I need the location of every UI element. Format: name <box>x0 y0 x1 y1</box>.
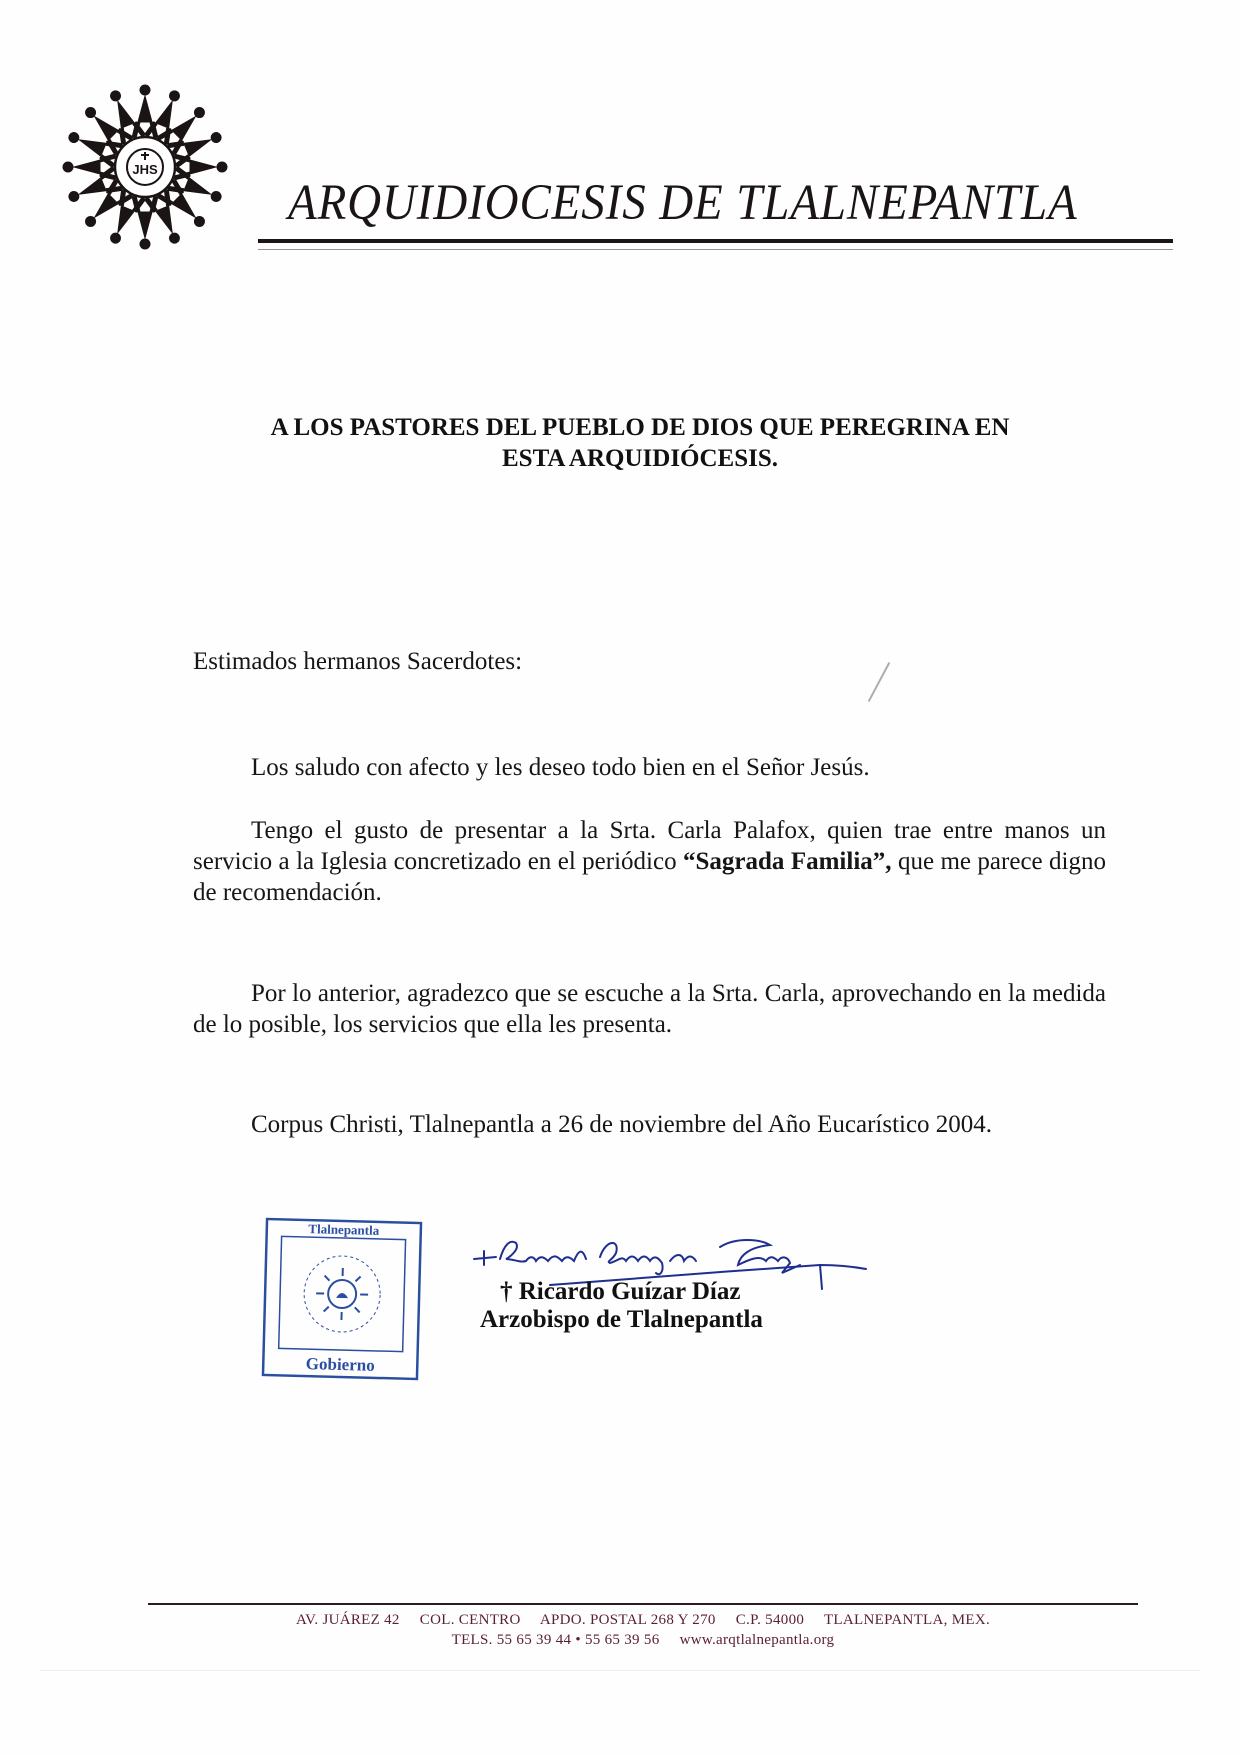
paragraph-introduction-text: Tengo el gusto de presentar a la Srta. Carla Palafox, quien trae entre manos un servicio a la Iglesia concretizado en el periódico <box>193 817 1106 875</box>
footer-contact-line <box>148 1632 1138 1649</box>
footer-address-line <box>148 1612 1138 1629</box>
salutation: Estimados hermanos Sacerdotes: <box>193 648 523 675</box>
paragraph-introduction <box>193 815 1106 908</box>
addressee-line-2: ESTA ARQUIDIÓCESIS. <box>501 445 779 472</box>
footer-street: AV. JUÁREZ 42 <box>295 1612 400 1628</box>
svg-text:Gobierno: Gobierno <box>305 1354 375 1375</box>
archdiocese-title: ARQUIDIOCESIS DE TLALNEPANTLA <box>288 175 1078 231</box>
footer-po-box: APDO. POSTAL 268 Y 270 <box>539 1612 716 1628</box>
header-rule-thick <box>258 239 1173 243</box>
svg-text:Tlalnepantla: Tlalnepantla <box>308 1221 380 1238</box>
paragraph-greeting: Los saludo con afecto y les deseo todo bien en el Señor Jesús. <box>251 754 870 781</box>
archdiocese-logo-icon <box>60 82 230 252</box>
signatory-role: Arzobispo de Tlalnepantla <box>480 1306 763 1333</box>
footer-colonia: COL. CENTRO <box>419 1612 521 1628</box>
svg-text:JHS: JHS <box>132 162 158 177</box>
signatory-name: † Ricardo Guízar Díaz <box>500 1278 741 1305</box>
footer-postal-code: C.P. 54000 <box>735 1612 805 1628</box>
footer-website-link[interactable]: www.arqtlalnepantla.org <box>679 1632 835 1648</box>
official-stamp <box>260 1216 424 1382</box>
paragraph-request: Por lo anterior, agradezco que se escuche a la Srta. Carla, aprovechando en la medida de lo posible, los servicios que ella les presenta. <box>193 980 1106 1038</box>
addressee-line-1: A LOS PASTORES DEL PUEBLO DE DIOS QUE PEREGRINA EN <box>270 414 1010 441</box>
newspaper-name: “Sagrada Familia”, <box>683 848 892 875</box>
footer-rule <box>148 1603 1138 1605</box>
addressee-heading <box>160 412 1120 474</box>
paragraph-date: Corpus Christi, Tlalnepantla a 26 de noviembre del Año Eucarístico 2004. <box>251 1111 993 1138</box>
footer-city: TLALNEPANTLA, MEX. <box>823 1612 991 1628</box>
footer-phones: TELS. 55 65 39 44 • 55 65 39 56 <box>451 1632 660 1648</box>
page-edge-line <box>40 1670 1200 1671</box>
header-rule-thin <box>258 249 1173 250</box>
paragraph-introduction-end: que me parece digno de recomendación. <box>193 848 1106 906</box>
